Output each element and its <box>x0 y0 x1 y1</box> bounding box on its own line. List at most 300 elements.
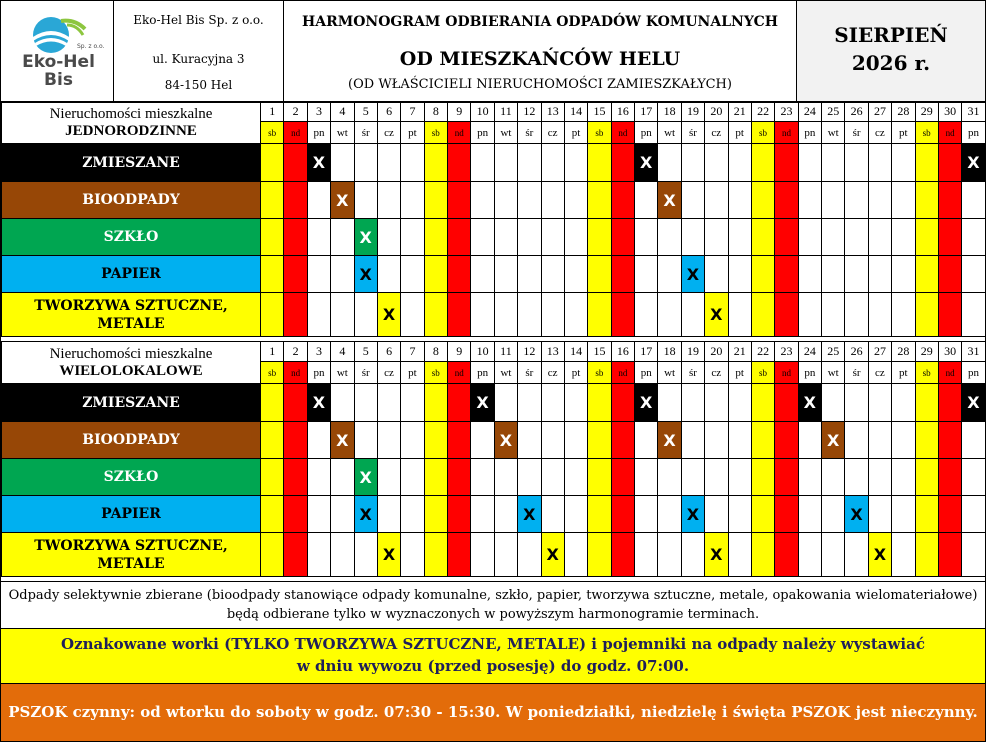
day-cell <box>938 182 961 219</box>
day-cell <box>845 293 868 337</box>
day-cell <box>401 219 424 256</box>
day-name: nd <box>284 362 307 384</box>
day-number: 18 <box>658 102 681 122</box>
notice-line1: Oznakowane worki (TYLKO TWORZYWA SZTUCZNE, METALE) i pojemniki na odpady należy wystawiać <box>61 635 925 653</box>
day-cell <box>892 496 915 533</box>
day-cell <box>307 256 330 293</box>
day-cell <box>705 182 728 219</box>
day-cell <box>868 144 891 182</box>
day-name: nd <box>284 122 307 144</box>
day-cell <box>541 496 564 533</box>
day-name: pn <box>635 362 658 384</box>
day-cell <box>938 293 961 337</box>
day-number: 24 <box>798 342 821 362</box>
day-cell <box>938 533 961 577</box>
day-cell <box>798 256 821 293</box>
day-cell <box>611 219 634 256</box>
day-name: nd <box>611 122 634 144</box>
day-name: cz <box>868 362 891 384</box>
day-cell <box>494 293 517 337</box>
day-cell <box>658 384 681 422</box>
day-cell <box>962 182 985 219</box>
day-number: 1 <box>261 102 284 122</box>
day-cell <box>775 459 798 496</box>
day-cell <box>401 422 424 459</box>
day-number: 2 <box>284 342 307 362</box>
day-number: 5 <box>354 102 377 122</box>
day-number: 27 <box>868 102 891 122</box>
day-cell <box>494 459 517 496</box>
day-cell <box>681 422 704 459</box>
pickup-mark: X <box>377 293 400 337</box>
day-cell <box>564 422 587 459</box>
day-cell <box>775 219 798 256</box>
day-cell <box>471 293 494 337</box>
pickup-mark: X <box>681 496 704 533</box>
waste-row-bioodpady <box>2 182 986 219</box>
day-name: sb <box>261 122 284 144</box>
day-cell <box>798 459 821 496</box>
day-cell <box>448 182 471 219</box>
day-name: wt <box>822 122 845 144</box>
pickup-mark: X <box>845 496 868 533</box>
day-number: 20 <box>705 342 728 362</box>
day-cell <box>377 219 400 256</box>
day-number: 4 <box>331 102 354 122</box>
day-number: 5 <box>354 342 377 362</box>
day-cell <box>261 384 284 422</box>
day-cell <box>448 293 471 337</box>
section-label-line2: WIELOLOKALOWE <box>59 362 203 379</box>
day-cell <box>705 219 728 256</box>
day-cell <box>635 422 658 459</box>
day-name: wt <box>331 122 354 144</box>
section-label-line1: Nieruchomości mieszkalne <box>49 105 213 122</box>
pszok-hours: PSZOK czynny: od wtorku do soboty w godz. 07:30 - 15:30. W poniedziałki, niedzielę i święta PSZOK jest nieczynny. <box>1 684 985 741</box>
day-cell <box>448 533 471 577</box>
day-cell <box>518 144 541 182</box>
day-number: 21 <box>728 342 751 362</box>
day-number: 13 <box>541 102 564 122</box>
day-cell <box>424 219 447 256</box>
day-cell <box>892 293 915 337</box>
day-cell <box>401 256 424 293</box>
section-label-line2: JEDNORODZINNE <box>65 122 197 139</box>
pickup-mark: X <box>518 496 541 533</box>
day-cell <box>564 182 587 219</box>
day-cell <box>915 293 938 337</box>
day-cell <box>377 459 400 496</box>
day-cell <box>331 293 354 337</box>
waste-row-zmieszane <box>2 144 986 182</box>
day-cell <box>915 144 938 182</box>
day-cell <box>868 182 891 219</box>
day-name: nd <box>938 362 961 384</box>
day-name: sb <box>588 362 611 384</box>
logo-brand-text <box>11 53 106 89</box>
day-name: pn <box>798 362 821 384</box>
day-cell <box>284 293 307 337</box>
day-name: sb <box>588 122 611 144</box>
day-cell <box>541 293 564 337</box>
day-number: 1 <box>261 342 284 362</box>
pickup-mark: X <box>635 144 658 182</box>
day-number: 16 <box>611 102 634 122</box>
day-cell <box>588 144 611 182</box>
waste-label-papier: PAPIER <box>2 256 261 293</box>
day-cell <box>494 533 517 577</box>
day-cell <box>564 496 587 533</box>
pickup-mark: X <box>354 496 377 533</box>
day-number: 18 <box>658 342 681 362</box>
day-cell <box>401 384 424 422</box>
pickup-mark: X <box>354 459 377 496</box>
waste-label-papier: PAPIER <box>2 496 261 533</box>
day-cell <box>938 144 961 182</box>
pickup-mark: X <box>822 422 845 459</box>
day-name: cz <box>377 362 400 384</box>
day-cell <box>962 496 985 533</box>
day-cell <box>401 459 424 496</box>
day-number: 8 <box>424 342 447 362</box>
pickup-mark: X <box>658 422 681 459</box>
day-cell <box>307 182 330 219</box>
day-cell <box>424 496 447 533</box>
waste-label-zmieszane: ZMIESZANE <box>2 144 261 182</box>
day-cell <box>868 256 891 293</box>
day-name: śr <box>518 362 541 384</box>
day-name: śr <box>845 362 868 384</box>
day-cell <box>564 459 587 496</box>
day-number: 17 <box>635 342 658 362</box>
day-cell <box>307 533 330 577</box>
day-number: 8 <box>424 102 447 122</box>
day-cell <box>822 459 845 496</box>
title-line2: OD MIESZKAŃCÓW HELU <box>399 48 681 70</box>
day-number: 9 <box>448 342 471 362</box>
day-cell <box>728 182 751 219</box>
day-cell <box>635 256 658 293</box>
day-name: cz <box>377 122 400 144</box>
day-cell <box>775 144 798 182</box>
day-cell <box>798 144 821 182</box>
day-cell <box>261 219 284 256</box>
day-cell <box>424 384 447 422</box>
day-cell <box>611 144 634 182</box>
day-cell <box>611 533 634 577</box>
day-cell <box>424 293 447 337</box>
day-cell <box>307 496 330 533</box>
pickup-mark: X <box>541 533 564 577</box>
waste-label-bioodpady: BIOODPADY <box>2 182 261 219</box>
day-cell <box>541 219 564 256</box>
day-number: 11 <box>494 342 517 362</box>
day-cell <box>892 384 915 422</box>
day-name: pt <box>564 122 587 144</box>
day-cell <box>564 144 587 182</box>
day-number: 30 <box>938 102 961 122</box>
day-cell <box>938 422 961 459</box>
day-number: 27 <box>868 342 891 362</box>
day-cell <box>588 293 611 337</box>
day-cell <box>775 496 798 533</box>
day-cell <box>261 144 284 182</box>
day-number: 3 <box>307 102 330 122</box>
day-name: śr <box>518 122 541 144</box>
day-cell <box>541 384 564 422</box>
day-number: 12 <box>518 342 541 362</box>
day-cell <box>611 496 634 533</box>
day-number: 31 <box>962 102 985 122</box>
day-cell <box>658 144 681 182</box>
pickup-mark: X <box>962 144 985 182</box>
day-name: wt <box>494 122 517 144</box>
day-cell <box>658 293 681 337</box>
day-cell <box>588 182 611 219</box>
day-number: 26 <box>845 342 868 362</box>
day-cell <box>915 182 938 219</box>
day-cell <box>775 533 798 577</box>
day-cell <box>588 384 611 422</box>
day-cell <box>915 219 938 256</box>
day-cell <box>658 256 681 293</box>
pickup-mark: X <box>354 256 377 293</box>
day-number: 28 <box>892 102 915 122</box>
waste-label-zmieszane: ZMIESZANE <box>2 384 261 422</box>
day-cell <box>915 459 938 496</box>
day-cell <box>471 496 494 533</box>
day-cell <box>261 422 284 459</box>
day-cell <box>377 144 400 182</box>
day-cell <box>448 256 471 293</box>
day-cell <box>775 182 798 219</box>
day-name: śr <box>354 122 377 144</box>
day-cell <box>962 219 985 256</box>
day-name: cz <box>868 122 891 144</box>
day-cell <box>798 182 821 219</box>
day-name: sb <box>424 122 447 144</box>
day-cell <box>284 533 307 577</box>
day-cell <box>915 256 938 293</box>
day-name: nd <box>938 122 961 144</box>
day-cell <box>518 219 541 256</box>
day-number: 31 <box>962 342 985 362</box>
day-cell <box>751 384 774 422</box>
period-month: SIERPIEŃ <box>834 23 948 47</box>
footer-notice <box>1 629 985 684</box>
day-number: 25 <box>822 102 845 122</box>
day-cell <box>448 219 471 256</box>
day-cell <box>845 422 868 459</box>
day-cell <box>518 182 541 219</box>
day-number-row <box>2 102 986 122</box>
day-cell <box>471 459 494 496</box>
day-cell <box>541 256 564 293</box>
company-city: 84-150 Hel <box>164 78 233 92</box>
pickup-mark: X <box>354 219 377 256</box>
day-cell <box>892 182 915 219</box>
day-name: cz <box>705 362 728 384</box>
day-cell <box>541 182 564 219</box>
day-number: 12 <box>518 102 541 122</box>
day-name: cz <box>705 122 728 144</box>
pickup-mark: X <box>331 422 354 459</box>
logo-sp-label: Sp. z o.o. <box>77 43 105 50</box>
day-name: pt <box>401 122 424 144</box>
day-cell <box>892 459 915 496</box>
day-cell <box>564 219 587 256</box>
day-number: 30 <box>938 342 961 362</box>
header <box>1 1 985 103</box>
day-cell <box>681 459 704 496</box>
day-cell <box>845 219 868 256</box>
waste-row-tworzywa <box>2 533 986 577</box>
day-cell <box>588 256 611 293</box>
day-cell <box>354 182 377 219</box>
day-cell <box>635 459 658 496</box>
day-number: 14 <box>564 342 587 362</box>
day-cell <box>307 459 330 496</box>
day-cell <box>284 496 307 533</box>
day-cell <box>354 293 377 337</box>
day-cell <box>471 256 494 293</box>
day-cell <box>377 182 400 219</box>
day-name: pn <box>962 122 985 144</box>
day-cell <box>424 422 447 459</box>
day-cell <box>564 256 587 293</box>
day-name: pn <box>962 362 985 384</box>
day-number: 4 <box>331 342 354 362</box>
day-cell <box>751 459 774 496</box>
day-number: 29 <box>915 342 938 362</box>
day-cell <box>728 496 751 533</box>
day-cell <box>892 219 915 256</box>
title-line1: HARMONOGRAM ODBIERANIA ODPADÓW KOMUNALNYCH <box>302 14 778 30</box>
day-cell <box>588 219 611 256</box>
day-cell <box>635 533 658 577</box>
day-cell <box>494 219 517 256</box>
day-cell <box>564 293 587 337</box>
logo-cell <box>1 1 114 101</box>
day-name: nd <box>775 362 798 384</box>
day-cell <box>822 384 845 422</box>
day-cell <box>705 384 728 422</box>
day-cell <box>798 293 821 337</box>
day-cell <box>775 256 798 293</box>
day-name: pn <box>471 362 494 384</box>
day-cell <box>915 422 938 459</box>
day-cell <box>635 293 658 337</box>
day-cell <box>284 384 307 422</box>
day-name: sb <box>915 122 938 144</box>
day-cell <box>751 256 774 293</box>
day-cell <box>564 384 587 422</box>
day-name: sb <box>424 362 447 384</box>
day-number: 17 <box>635 102 658 122</box>
day-number: 22 <box>751 102 774 122</box>
day-cell <box>471 182 494 219</box>
day-cell <box>377 496 400 533</box>
day-cell <box>354 533 377 577</box>
day-number: 23 <box>775 342 798 362</box>
day-cell <box>681 144 704 182</box>
day-cell <box>822 293 845 337</box>
day-cell <box>541 459 564 496</box>
day-cell <box>705 422 728 459</box>
day-cell <box>448 384 471 422</box>
day-cell <box>494 384 517 422</box>
day-cell <box>962 459 985 496</box>
waste-label-szklo: SZKŁO <box>2 219 261 256</box>
logo-line1: Eko-Hel <box>22 52 95 72</box>
day-number: 10 <box>471 342 494 362</box>
period-block <box>797 1 985 101</box>
pickup-mark: X <box>705 533 728 577</box>
period-year: 2026 r. <box>851 51 931 75</box>
waste-row-papier <box>2 256 986 293</box>
pickup-mark: X <box>868 533 891 577</box>
day-cell <box>564 533 587 577</box>
day-cell <box>845 384 868 422</box>
waste-row-szklo <box>2 459 986 496</box>
day-name: wt <box>822 362 845 384</box>
day-number: 21 <box>728 102 751 122</box>
day-cell <box>331 256 354 293</box>
day-number: 7 <box>401 102 424 122</box>
day-cell <box>354 422 377 459</box>
day-cell <box>915 384 938 422</box>
day-number: 6 <box>377 342 400 362</box>
day-name: pt <box>892 362 915 384</box>
day-cell <box>331 144 354 182</box>
day-name: pn <box>635 122 658 144</box>
day-cell <box>962 256 985 293</box>
day-cell <box>471 533 494 577</box>
day-cell <box>424 256 447 293</box>
day-name: pn <box>471 122 494 144</box>
day-name: śr <box>845 122 868 144</box>
logo-line2: Bis <box>44 70 73 90</box>
day-cell <box>518 256 541 293</box>
day-cell <box>494 256 517 293</box>
day-number: 15 <box>588 342 611 362</box>
day-cell <box>284 459 307 496</box>
day-cell <box>728 533 751 577</box>
day-cell <box>611 293 634 337</box>
day-cell <box>424 459 447 496</box>
day-cell <box>261 293 284 337</box>
day-cell <box>822 256 845 293</box>
day-cell <box>588 533 611 577</box>
waste-label-tworzywa: TWORZYWA SZTUCZNE, METALE <box>2 533 261 577</box>
day-number: 23 <box>775 102 798 122</box>
day-name: wt <box>494 362 517 384</box>
day-number: 24 <box>798 102 821 122</box>
day-cell <box>868 459 891 496</box>
day-name: pt <box>728 362 751 384</box>
pickup-mark: X <box>705 293 728 337</box>
day-cell <box>307 422 330 459</box>
day-cell <box>261 459 284 496</box>
day-cell <box>494 144 517 182</box>
day-cell <box>822 533 845 577</box>
pickup-mark: X <box>471 384 494 422</box>
day-cell <box>751 422 774 459</box>
day-cell <box>775 384 798 422</box>
day-cell <box>401 293 424 337</box>
day-cell <box>751 182 774 219</box>
day-cell <box>681 533 704 577</box>
